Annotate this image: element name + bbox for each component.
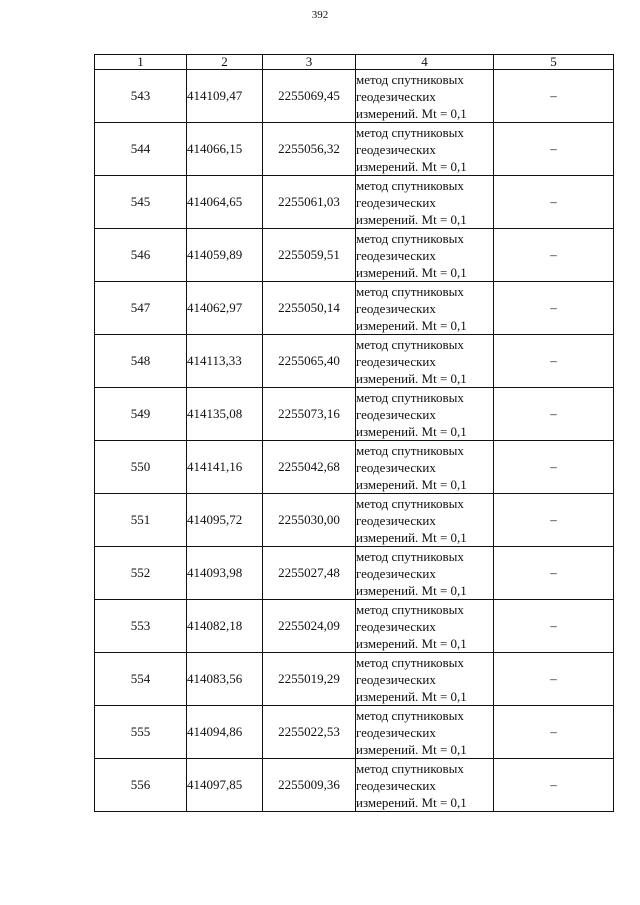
x-coordinate-cell: 414095,72: [187, 494, 263, 547]
method-line: метод спутниковых: [356, 442, 464, 458]
header-col-3: 3: [263, 55, 356, 70]
point-number-cell: 552: [95, 547, 187, 600]
method-line: метод спутниковых: [356, 495, 464, 511]
point-number-cell: 547: [95, 282, 187, 335]
coordinates-table: [94, 54, 614, 812]
method-cell: [356, 706, 494, 759]
note-cell: –: [494, 229, 614, 282]
x-coordinate-cell: 414083,56: [187, 653, 263, 706]
x-coordinate-cell: 414059,89: [187, 229, 263, 282]
y-coordinate-cell: 2255069,45: [263, 70, 356, 123]
table-row: [95, 335, 614, 388]
method-line: геодезических: [356, 565, 436, 581]
note-cell: –: [494, 494, 614, 547]
table-header-row: [95, 55, 614, 70]
x-coordinate-cell: 414093,98: [187, 547, 263, 600]
y-coordinate-cell: 2255056,32: [263, 123, 356, 176]
point-number-cell: 556: [95, 759, 187, 812]
method-line: метод спутниковых: [356, 124, 464, 140]
method-line: измерений. Mt = 0,1: [356, 741, 467, 757]
method-line: измерений. Mt = 0,1: [356, 582, 467, 598]
method-line: метод спутниковых: [356, 389, 464, 405]
method-line: геодезических: [356, 459, 436, 475]
method-cell: [356, 494, 494, 547]
y-coordinate-cell: 2255030,00: [263, 494, 356, 547]
note-cell: –: [494, 123, 614, 176]
point-number-cell: 550: [95, 441, 187, 494]
method-cell: [356, 388, 494, 441]
method-line: метод спутниковых: [356, 707, 464, 723]
page-number: 392: [311, 9, 329, 21]
method-line: геодезических: [356, 141, 436, 157]
point-number-cell: 555: [95, 706, 187, 759]
y-coordinate-cell: 2255024,09: [263, 600, 356, 653]
method-line: геодезических: [356, 777, 436, 793]
x-coordinate-cell: 414082,18: [187, 600, 263, 653]
note-cell: –: [494, 282, 614, 335]
point-number-cell: 549: [95, 388, 187, 441]
table-row: [95, 441, 614, 494]
method-line: геодезических: [356, 671, 436, 687]
method-line: метод спутниковых: [356, 548, 464, 564]
method-line: геодезических: [356, 247, 436, 263]
table-row: [95, 282, 614, 335]
method-line: метод спутниковых: [356, 654, 464, 670]
point-number-cell: 548: [95, 335, 187, 388]
method-cell: [356, 176, 494, 229]
header-col-1: 1: [95, 55, 187, 70]
note-cell: –: [494, 653, 614, 706]
y-coordinate-cell: 2255065,40: [263, 335, 356, 388]
point-number-cell: 546: [95, 229, 187, 282]
method-line: измерений. Mt = 0,1: [356, 211, 467, 227]
method-cell: [356, 282, 494, 335]
header-col-5: 5: [494, 55, 614, 70]
table-body: [95, 70, 614, 812]
y-coordinate-cell: 2255061,03: [263, 176, 356, 229]
header-col-4: 4: [356, 55, 494, 70]
method-line: измерений. Mt = 0,1: [356, 529, 467, 545]
table-row: [95, 759, 614, 812]
note-cell: –: [494, 600, 614, 653]
point-number-cell: 553: [95, 600, 187, 653]
y-coordinate-cell: 2255027,48: [263, 547, 356, 600]
note-cell: –: [494, 388, 614, 441]
note-cell: –: [494, 335, 614, 388]
method-line: метод спутниковых: [356, 336, 464, 352]
table-row: [95, 176, 614, 229]
x-coordinate-cell: 414141,16: [187, 441, 263, 494]
x-coordinate-cell: 414064,65: [187, 176, 263, 229]
table-row: [95, 123, 614, 176]
method-line: измерений. Mt = 0,1: [356, 794, 467, 810]
x-coordinate-cell: 414135,08: [187, 388, 263, 441]
y-coordinate-cell: 2255022,53: [263, 706, 356, 759]
note-cell: –: [494, 706, 614, 759]
method-line: измерений. Mt = 0,1: [356, 158, 467, 174]
method-line: метод спутниковых: [356, 601, 464, 617]
x-coordinate-cell: 414097,85: [187, 759, 263, 812]
method-line: геодезических: [356, 618, 436, 634]
y-coordinate-cell: 2255009,36: [263, 759, 356, 812]
table-row: [95, 600, 614, 653]
y-coordinate-cell: 2255073,16: [263, 388, 356, 441]
header-col-2: 2: [187, 55, 263, 70]
table-row: [95, 229, 614, 282]
x-coordinate-cell: 414094,86: [187, 706, 263, 759]
note-cell: –: [494, 547, 614, 600]
table-row: [95, 70, 614, 123]
method-line: геодезических: [356, 406, 436, 422]
table-row: [95, 494, 614, 547]
method-cell: [356, 547, 494, 600]
method-line: измерений. Mt = 0,1: [356, 317, 467, 333]
method-line: измерений. Mt = 0,1: [356, 476, 467, 492]
table-row: [95, 653, 614, 706]
method-line: метод спутниковых: [356, 177, 464, 193]
method-line: измерений. Mt = 0,1: [356, 105, 467, 121]
method-line: метод спутниковых: [356, 760, 464, 776]
point-number-cell: 545: [95, 176, 187, 229]
note-cell: –: [494, 176, 614, 229]
method-line: геодезических: [356, 88, 436, 104]
y-coordinate-cell: 2255042,68: [263, 441, 356, 494]
method-line: геодезических: [356, 724, 436, 740]
method-line: метод спутниковых: [356, 283, 464, 299]
method-cell: [356, 229, 494, 282]
x-coordinate-cell: 414062,97: [187, 282, 263, 335]
method-line: геодезических: [356, 353, 436, 369]
method-line: измерений. Mt = 0,1: [356, 370, 467, 386]
x-coordinate-cell: 414066,15: [187, 123, 263, 176]
method-line: метод спутниковых: [356, 71, 464, 87]
method-line: геодезических: [356, 512, 436, 528]
method-cell: [356, 335, 494, 388]
method-line: измерений. Mt = 0,1: [356, 688, 467, 704]
x-coordinate-cell: 414113,33: [187, 335, 263, 388]
note-cell: –: [494, 70, 614, 123]
point-number-cell: 543: [95, 70, 187, 123]
method-cell: [356, 653, 494, 706]
method-cell: [356, 123, 494, 176]
point-number-cell: 554: [95, 653, 187, 706]
table-row: [95, 547, 614, 600]
method-cell: [356, 441, 494, 494]
method-cell: [356, 759, 494, 812]
method-line: геодезических: [356, 194, 436, 210]
table-row: [95, 706, 614, 759]
method-cell: [356, 600, 494, 653]
y-coordinate-cell: 2255019,29: [263, 653, 356, 706]
y-coordinate-cell: 2255059,51: [263, 229, 356, 282]
method-line: метод спутниковых: [356, 230, 464, 246]
method-cell: [356, 70, 494, 123]
note-cell: –: [494, 759, 614, 812]
point-number-cell: 551: [95, 494, 187, 547]
x-coordinate-cell: 414109,47: [187, 70, 263, 123]
method-line: геодезических: [356, 300, 436, 316]
method-line: измерений. Mt = 0,1: [356, 635, 467, 651]
method-line: измерений. Mt = 0,1: [356, 423, 467, 439]
note-cell: –: [494, 441, 614, 494]
method-line: измерений. Mt = 0,1: [356, 264, 467, 280]
point-number-cell: 544: [95, 123, 187, 176]
y-coordinate-cell: 2255050,14: [263, 282, 356, 335]
table-row: [95, 388, 614, 441]
